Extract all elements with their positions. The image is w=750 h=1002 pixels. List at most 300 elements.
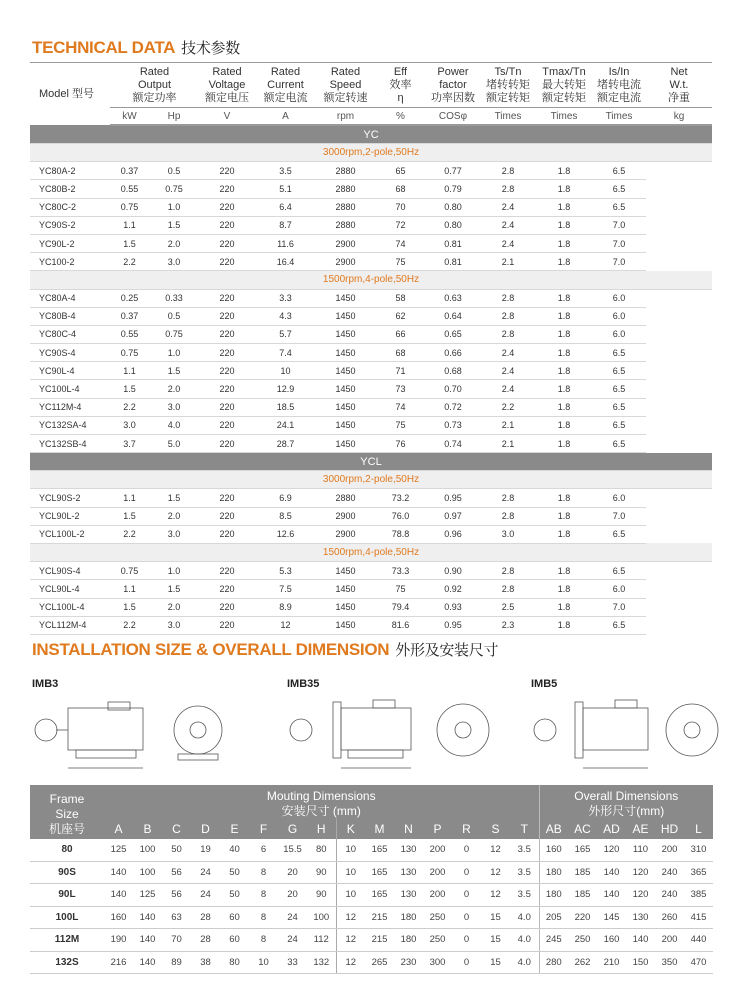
subgroup-row <box>30 543 712 561</box>
imb5-drawing <box>527 690 727 775</box>
table-cell: 8.7 <box>255 216 316 234</box>
table-cell: 0.55 <box>110 325 149 343</box>
header-line: 额定电流 <box>597 92 641 104</box>
model-cell: YC132SB-4 <box>30 435 110 453</box>
table-cell: 1.8 <box>536 507 592 525</box>
table-cell: 220 <box>199 198 255 216</box>
table-cell: 1450 <box>316 325 375 343</box>
column-header: AB <box>539 819 568 839</box>
table-cell: 6.5 <box>592 180 646 198</box>
table-row <box>30 616 712 634</box>
table-cell: 130 <box>394 884 423 907</box>
table-cell: 1.8 <box>536 362 592 380</box>
table-cell: 0.75 <box>110 198 149 216</box>
units-row <box>30 108 712 126</box>
table-cell: 125 <box>104 839 133 861</box>
table-cell: 6.5 <box>592 362 646 380</box>
table-cell: 1.8 <box>536 598 592 616</box>
table-cell: 1.5 <box>149 362 199 380</box>
table-cell: 130 <box>626 906 655 929</box>
table-row <box>30 180 712 198</box>
table-cell: 4.0 <box>510 951 539 974</box>
table-cell: 120 <box>626 861 655 884</box>
table-cell: 2900 <box>316 234 375 252</box>
table-cell: 6.5 <box>592 398 646 416</box>
table-cell: 1450 <box>316 307 375 325</box>
table-cell: 132 <box>307 951 336 974</box>
unit-cell: Hp <box>149 108 199 126</box>
column-header: AC <box>568 819 597 839</box>
model-cell: YC80A-4 <box>30 289 110 307</box>
table-cell: 245 <box>539 929 568 952</box>
table-cell: 3.0 <box>149 616 199 634</box>
group-row <box>30 453 712 471</box>
table-cell: 0.25 <box>110 289 149 307</box>
model-cell: YCL100L-2 <box>30 525 110 543</box>
table-cell: 56 <box>162 861 191 884</box>
table-cell: 220 <box>199 216 255 234</box>
table-cell: 0.73 <box>426 416 480 434</box>
model-cell: YC90L-4 <box>30 362 110 380</box>
table-cell: 1.1 <box>110 489 149 507</box>
table-cell: 2.8 <box>480 507 536 525</box>
is-header <box>592 63 646 108</box>
frame-cell: 90S <box>30 861 104 884</box>
table-cell: 12.6 <box>255 525 316 543</box>
table-cell: 1450 <box>316 562 375 580</box>
table-cell: 70 <box>162 929 191 952</box>
table-cell: 210 <box>597 951 626 974</box>
table-cell: 1.8 <box>536 253 592 271</box>
table-row <box>30 307 712 325</box>
table-cell: 58 <box>375 289 426 307</box>
dimension-table <box>30 785 713 974</box>
table-cell: 310 <box>684 839 713 861</box>
table-cell: 200 <box>423 839 452 861</box>
table-cell: 350 <box>655 951 684 974</box>
table-cell: 68 <box>375 344 426 362</box>
table-cell: 2.0 <box>149 598 199 616</box>
table-cell: 0.37 <box>110 307 149 325</box>
table-row <box>30 234 712 252</box>
table-cell: 300 <box>423 951 452 974</box>
table-cell: 8 <box>249 884 278 907</box>
table-cell: 1450 <box>316 416 375 434</box>
table-cell: 220 <box>199 289 255 307</box>
table-cell: 19 <box>191 839 220 861</box>
table-cell: 220 <box>199 362 255 380</box>
table-cell: 220 <box>568 906 597 929</box>
model-cell: YC80B-4 <box>30 307 110 325</box>
table-row <box>30 198 712 216</box>
table-cell: 1.8 <box>536 325 592 343</box>
column-header: N <box>394 819 423 839</box>
table-cell: 150 <box>626 951 655 974</box>
table-cell: 220 <box>199 398 255 416</box>
table-cell: 415 <box>684 906 713 929</box>
table-cell: 0.65 <box>426 325 480 343</box>
table-cell: 160 <box>597 929 626 952</box>
frame-cell: 132S <box>30 951 104 974</box>
header-row <box>30 785 713 819</box>
table-cell: 40 <box>220 839 249 861</box>
table-cell: 2.4 <box>480 234 536 252</box>
table-cell: 2.2 <box>480 398 536 416</box>
table-cell: 1450 <box>316 598 375 616</box>
unit-cell: kg <box>646 108 712 126</box>
table-cell: 76.0 <box>375 507 426 525</box>
installation-title: INSTALLATION SIZE & OVERALL DIMENSION 外形及安装尺寸 <box>32 640 499 659</box>
column-header: HD <box>655 819 684 839</box>
table-cell: 1450 <box>316 380 375 398</box>
table-cell: 7.4 <box>255 344 316 362</box>
table-cell: 1.8 <box>536 307 592 325</box>
table-cell: 6.5 <box>592 344 646 362</box>
table-cell: 0.75 <box>149 180 199 198</box>
table-cell: 6.0 <box>592 325 646 343</box>
table-cell: 1.5 <box>149 489 199 507</box>
table-cell: 220 <box>199 598 255 616</box>
table-cell: 2900 <box>316 507 375 525</box>
table-cell: 140 <box>626 929 655 952</box>
table-cell: 240 <box>655 884 684 907</box>
table-cell: 100 <box>133 839 162 861</box>
table-cell: 7.0 <box>592 507 646 525</box>
column-letters-row <box>30 819 713 839</box>
table-cell: 120 <box>626 884 655 907</box>
model-cell: YC80A-2 <box>30 162 110 180</box>
table-cell: 0.37 <box>110 162 149 180</box>
header-line: Power <box>437 66 469 78</box>
table-cell: 73.2 <box>375 489 426 507</box>
imb35-drawing <box>283 690 493 775</box>
table-row <box>30 435 712 453</box>
model-cell: YCL90L-2 <box>30 507 110 525</box>
table-cell: 24 <box>278 906 307 929</box>
table-cell: 3.0 <box>110 416 149 434</box>
header-line: 堵转转矩 <box>486 79 530 91</box>
table-cell: 215 <box>365 929 394 952</box>
table-cell: 2.8 <box>480 289 536 307</box>
table-cell: 60 <box>220 906 249 929</box>
table-cell: 15 <box>481 951 510 974</box>
header-line: Ts/Tn <box>494 66 522 78</box>
table-cell: 0.97 <box>426 507 480 525</box>
table-cell: 0.64 <box>426 307 480 325</box>
table-row <box>30 289 712 307</box>
table-cell: 2.5 <box>480 598 536 616</box>
table-cell: 90 <box>307 861 336 884</box>
table-cell: 5.1 <box>255 180 316 198</box>
table-cell: 0.74 <box>426 435 480 453</box>
table-cell: 0 <box>452 839 481 861</box>
table-cell: 0.77 <box>426 162 480 180</box>
table-cell: 140 <box>597 884 626 907</box>
header-line: Overall Dimensions <box>574 789 679 803</box>
header-line: 安装尺寸 (mm) <box>281 804 361 818</box>
table-cell: 50 <box>162 839 191 861</box>
table-cell: 3.0 <box>480 525 536 543</box>
table-cell: 160 <box>104 906 133 929</box>
model-cell: YCL100L-4 <box>30 598 110 616</box>
frame-cell: 90L <box>30 884 104 907</box>
column-header: L <box>684 819 713 839</box>
table-cell: 2.4 <box>480 216 536 234</box>
table-cell: 8.5 <box>255 507 316 525</box>
unit-cell: Times <box>536 108 592 126</box>
table-cell: 112 <box>307 929 336 952</box>
model-cell: YC100-2 <box>30 253 110 271</box>
table-cell: 1.8 <box>536 416 592 434</box>
table-cell: 8 <box>249 861 278 884</box>
table-cell: 68 <box>375 180 426 198</box>
table-cell: 2.3 <box>480 616 536 634</box>
table-cell: 6.5 <box>592 616 646 634</box>
table-cell: 180 <box>539 861 568 884</box>
table-cell: 0.33 <box>149 289 199 307</box>
table-cell: 2880 <box>316 216 375 234</box>
table-cell: 18.5 <box>255 398 316 416</box>
table-cell: 200 <box>423 861 452 884</box>
unit-cell: rpm <box>316 108 375 126</box>
table-cell: 0.66 <box>426 344 480 362</box>
subgroup-label: 3000rpm,2-pole,50Hz <box>30 471 712 489</box>
table-cell: 2900 <box>316 253 375 271</box>
table-cell: 72 <box>375 216 426 234</box>
table-cell: 24 <box>278 929 307 952</box>
table-cell: 180 <box>394 929 423 952</box>
table-cell: 2.0 <box>149 507 199 525</box>
table-cell: 185 <box>568 861 597 884</box>
table-cell: 1450 <box>316 435 375 453</box>
header-line: Output <box>137 79 172 91</box>
drawing-label-imb35: IMB35 <box>287 678 320 690</box>
table-cell: 220 <box>199 616 255 634</box>
header-line: 额定转矩 <box>486 92 530 104</box>
wt-header <box>646 63 712 108</box>
table-cell: 11.6 <box>255 234 316 252</box>
header-line: 功率因数 <box>431 92 475 104</box>
table-cell: 6.5 <box>592 562 646 580</box>
table-cell: 140 <box>597 861 626 884</box>
header-line: Rated <box>270 66 301 78</box>
table-cell: 220 <box>199 416 255 434</box>
model-cell: YCL90S-2 <box>30 489 110 507</box>
header-line: Current <box>267 79 304 91</box>
table-cell: 10 <box>336 839 365 861</box>
table-cell: 65 <box>375 162 426 180</box>
table-cell: 1450 <box>316 616 375 634</box>
table-cell: 6.0 <box>592 489 646 507</box>
current-header <box>255 63 316 108</box>
table-cell: 280 <box>539 951 568 974</box>
header-line: Frame <box>49 791 85 806</box>
table-row <box>30 398 712 416</box>
model-cell: YC80B-2 <box>30 180 110 198</box>
table-cell: 220 <box>199 507 255 525</box>
table-cell: 365 <box>684 861 713 884</box>
table-cell: 0.5 <box>149 162 199 180</box>
table-cell: 1.0 <box>149 198 199 216</box>
table-cell: 250 <box>423 929 452 952</box>
table-cell: 440 <box>684 929 713 952</box>
model-cell: YC90S-4 <box>30 344 110 362</box>
table-cell: 4.0 <box>510 906 539 929</box>
table-cell: 1.5 <box>110 598 149 616</box>
table-cell: 0.63 <box>426 289 480 307</box>
table-cell: 7.0 <box>592 598 646 616</box>
table-cell: 80 <box>307 839 336 861</box>
table-cell: 0.79 <box>426 180 480 198</box>
table-cell: 185 <box>568 884 597 907</box>
table-cell: 7.0 <box>592 216 646 234</box>
table-cell: 24.1 <box>255 416 316 434</box>
table-cell: 0.81 <box>426 234 480 252</box>
table-cell: 6 <box>249 839 278 861</box>
table-cell: 0.55 <box>110 180 149 198</box>
header-line: 额定电流 <box>263 92 308 104</box>
group-row <box>30 125 712 144</box>
table-cell: 120 <box>597 839 626 861</box>
table-cell: 12 <box>336 951 365 974</box>
subgroup-row <box>30 144 712 162</box>
table-cell: 10 <box>336 861 365 884</box>
table-cell: 75 <box>375 580 426 598</box>
table-cell: 165 <box>568 839 597 861</box>
table-cell: 0 <box>452 929 481 952</box>
table-cell: 2.8 <box>480 162 536 180</box>
table-cell: 15.5 <box>278 839 307 861</box>
header-line: 额定转速 <box>323 92 368 104</box>
table-cell: 75 <box>375 416 426 434</box>
table-cell: 1.5 <box>149 580 199 598</box>
table-cell: 0.80 <box>426 216 480 234</box>
table-cell: 38 <box>191 951 220 974</box>
table-cell: 16.4 <box>255 253 316 271</box>
table-cell: 2.4 <box>480 362 536 380</box>
table-row <box>30 929 713 952</box>
table-cell: 3.3 <box>255 289 316 307</box>
model-cell: YC132SA-4 <box>30 416 110 434</box>
table-cell: 220 <box>199 180 255 198</box>
table-cell: 3.7 <box>110 435 149 453</box>
drawing-label-imb3: IMB3 <box>32 678 59 690</box>
table-cell: 470 <box>684 951 713 974</box>
table-cell: 2.4 <box>480 344 536 362</box>
column-header: C <box>162 819 191 839</box>
table-cell: 1.8 <box>536 216 592 234</box>
table-cell: 200 <box>423 884 452 907</box>
table-cell: 1.5 <box>110 234 149 252</box>
table-cell: 15 <box>481 906 510 929</box>
model-cell: YC80C-4 <box>30 325 110 343</box>
imb3-drawing <box>28 690 238 775</box>
table-cell: 250 <box>568 929 597 952</box>
table-row <box>30 325 712 343</box>
table-cell: 1.8 <box>536 180 592 198</box>
table-row <box>30 380 712 398</box>
table-cell: 0.70 <box>426 380 480 398</box>
table-cell: 220 <box>199 162 255 180</box>
table-cell: 3.5 <box>510 884 539 907</box>
header-line: W.t. <box>669 79 689 91</box>
table-cell: 1.1 <box>110 216 149 234</box>
table-cell: 1.8 <box>536 435 592 453</box>
table-cell: 1450 <box>316 344 375 362</box>
table-cell: 79.4 <box>375 598 426 616</box>
table-cell: 2.8 <box>480 307 536 325</box>
table-cell: 1450 <box>316 580 375 598</box>
table-row <box>30 344 712 362</box>
header-line: Rated <box>330 66 361 78</box>
table-cell: 76 <box>375 435 426 453</box>
table-cell: 28 <box>191 929 220 952</box>
table-cell: 12 <box>336 906 365 929</box>
table-cell: 5.7 <box>255 325 316 343</box>
table-cell: 50 <box>220 861 249 884</box>
table-cell: 165 <box>365 884 394 907</box>
header-line: Is/In <box>608 66 630 78</box>
model-cell: YC112M-4 <box>30 398 110 416</box>
table-cell: 1.8 <box>536 344 592 362</box>
header-line: 最大转矩 <box>542 79 586 91</box>
table-row <box>30 416 712 434</box>
column-header: F <box>249 819 278 839</box>
table-cell: 63 <box>162 906 191 929</box>
table-cell: 1.8 <box>536 398 592 416</box>
model-cell: YC90S-2 <box>30 216 110 234</box>
unit-cell: % <box>375 108 426 126</box>
header-line: Voltage <box>208 79 246 91</box>
table-row <box>30 562 712 580</box>
table-cell: 180 <box>394 906 423 929</box>
table-cell: 2.0 <box>149 234 199 252</box>
table-cell: 5.0 <box>149 435 199 453</box>
table-cell: 180 <box>539 884 568 907</box>
technical-data-title: TECHNICAL DATA 技术参数 <box>32 38 240 57</box>
table-row <box>30 580 712 598</box>
table-cell: 6.9 <box>255 489 316 507</box>
table-cell: 12.9 <box>255 380 316 398</box>
table-cell: 80 <box>220 951 249 974</box>
table-cell: 2.2 <box>110 253 149 271</box>
unit-cell: Times <box>592 108 646 126</box>
table-cell: 8.9 <box>255 598 316 616</box>
table-cell: 2.8 <box>480 562 536 580</box>
table-row <box>30 839 713 861</box>
table-cell: 2.2 <box>110 398 149 416</box>
table-cell: 0.72 <box>426 398 480 416</box>
table-cell: 12 <box>255 616 316 634</box>
table-cell: 220 <box>199 562 255 580</box>
table-cell: 7.0 <box>592 253 646 271</box>
table-cell: 90 <box>307 884 336 907</box>
table-cell: 0.93 <box>426 598 480 616</box>
table-cell: 6.5 <box>592 162 646 180</box>
table-cell: 74 <box>375 234 426 252</box>
table-cell: 110 <box>626 839 655 861</box>
table-cell: 1.8 <box>536 525 592 543</box>
table-cell: 6.5 <box>592 435 646 453</box>
table-cell: 5.3 <box>255 562 316 580</box>
table-cell: 66 <box>375 325 426 343</box>
table-cell: 6.0 <box>592 580 646 598</box>
table-cell: 165 <box>365 839 394 861</box>
table-cell: 3.5 <box>255 162 316 180</box>
table-cell: 3.5 <box>510 839 539 861</box>
table-cell: 0 <box>452 861 481 884</box>
header-line: 额定转矩 <box>542 92 586 104</box>
